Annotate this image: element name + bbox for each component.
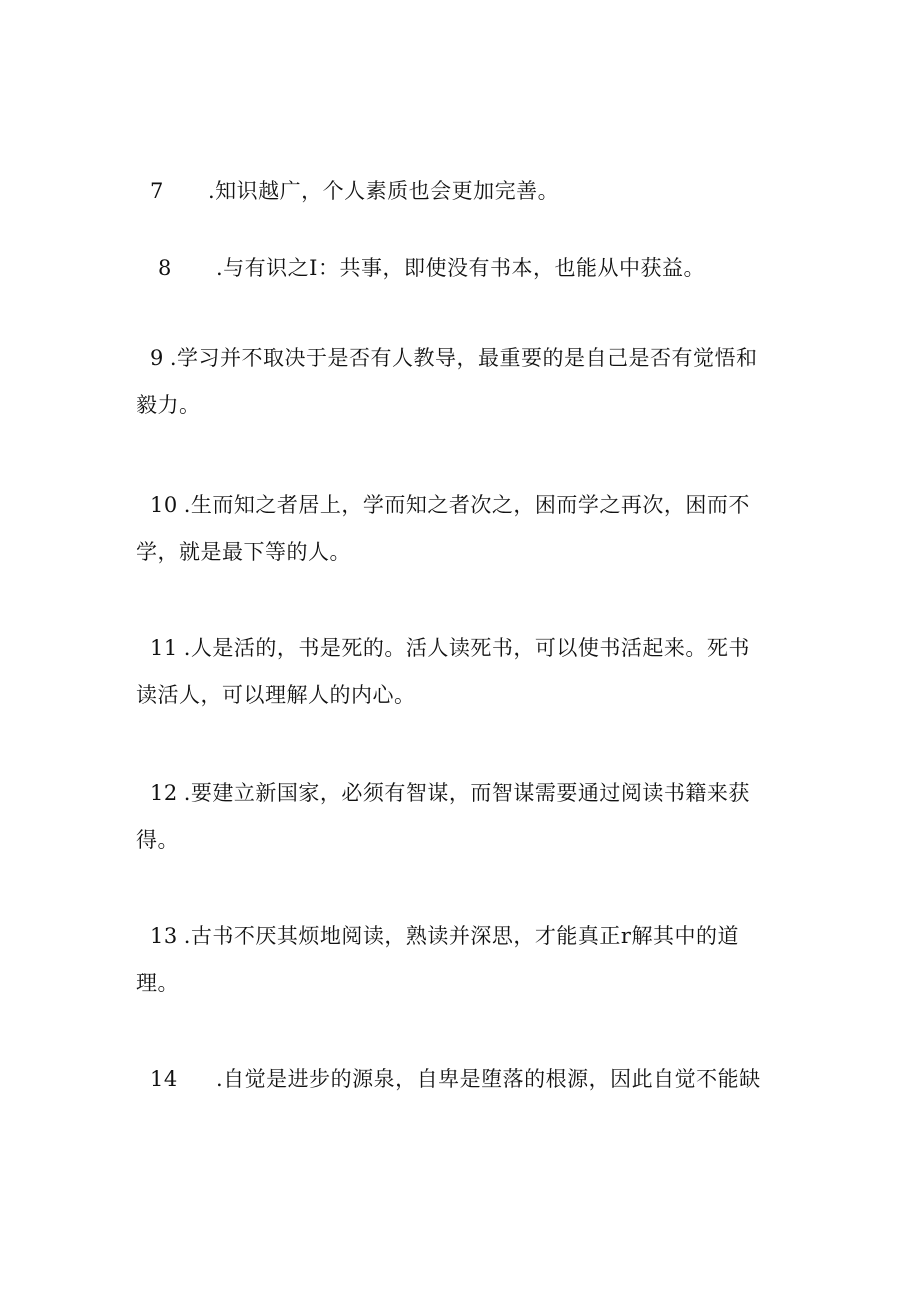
item-number: 14 [150, 1067, 178, 1091]
item-continuation: 理。 [136, 971, 179, 995]
item-text: .古书不厌其烦地阅读，熟读并深思，才能真正r解其中的道 [183, 924, 739, 948]
item-continuation: 学，就是最下等的人。 [136, 540, 351, 564]
item-continuation: 读活人，可以理解人的内心。 [136, 683, 416, 707]
list-item [136, 770, 830, 864]
item-number: 11 [150, 636, 178, 660]
item-number: 8 [158, 256, 172, 280]
item-text: .要建立新国家，必须有智谋，而智谋需要通过阅读书籍来获 [183, 781, 750, 805]
item-number: 13 [150, 924, 178, 948]
item-number: 9 [150, 346, 164, 370]
list-item [150, 245, 830, 292]
item-number: 12 [150, 781, 178, 805]
list-item [136, 335, 830, 429]
item-text: .知识越广，个人素质也会更加完善。 [208, 179, 560, 203]
list-item [136, 913, 830, 1007]
item-text: .生而知之者居上，学而知之者次之，困而学之再次，困而不 [183, 493, 750, 517]
item-number: 10 [150, 493, 178, 517]
list-item [150, 1056, 830, 1103]
item-text: .人是活的，书是死的。活人读死书，可以使书活起来。死书 [183, 636, 750, 660]
item-number: 7 [150, 179, 164, 203]
list-item [136, 482, 830, 576]
item-continuation: 毅力。 [136, 393, 201, 417]
item-text: .学习并不取决于是否有人教导，最重要的是自己是否有觉悟和 [169, 346, 758, 370]
list-item [136, 625, 830, 719]
list-item [150, 168, 830, 215]
item-continuation: 得。 [136, 828, 179, 852]
item-text: .自觉是进步的源泉，自卑是堕落的根源，因此自觉不能缺 [216, 1067, 761, 1091]
item-text: .与有识之I：共事，即使没有书本，也能从中获益。 [216, 256, 705, 280]
